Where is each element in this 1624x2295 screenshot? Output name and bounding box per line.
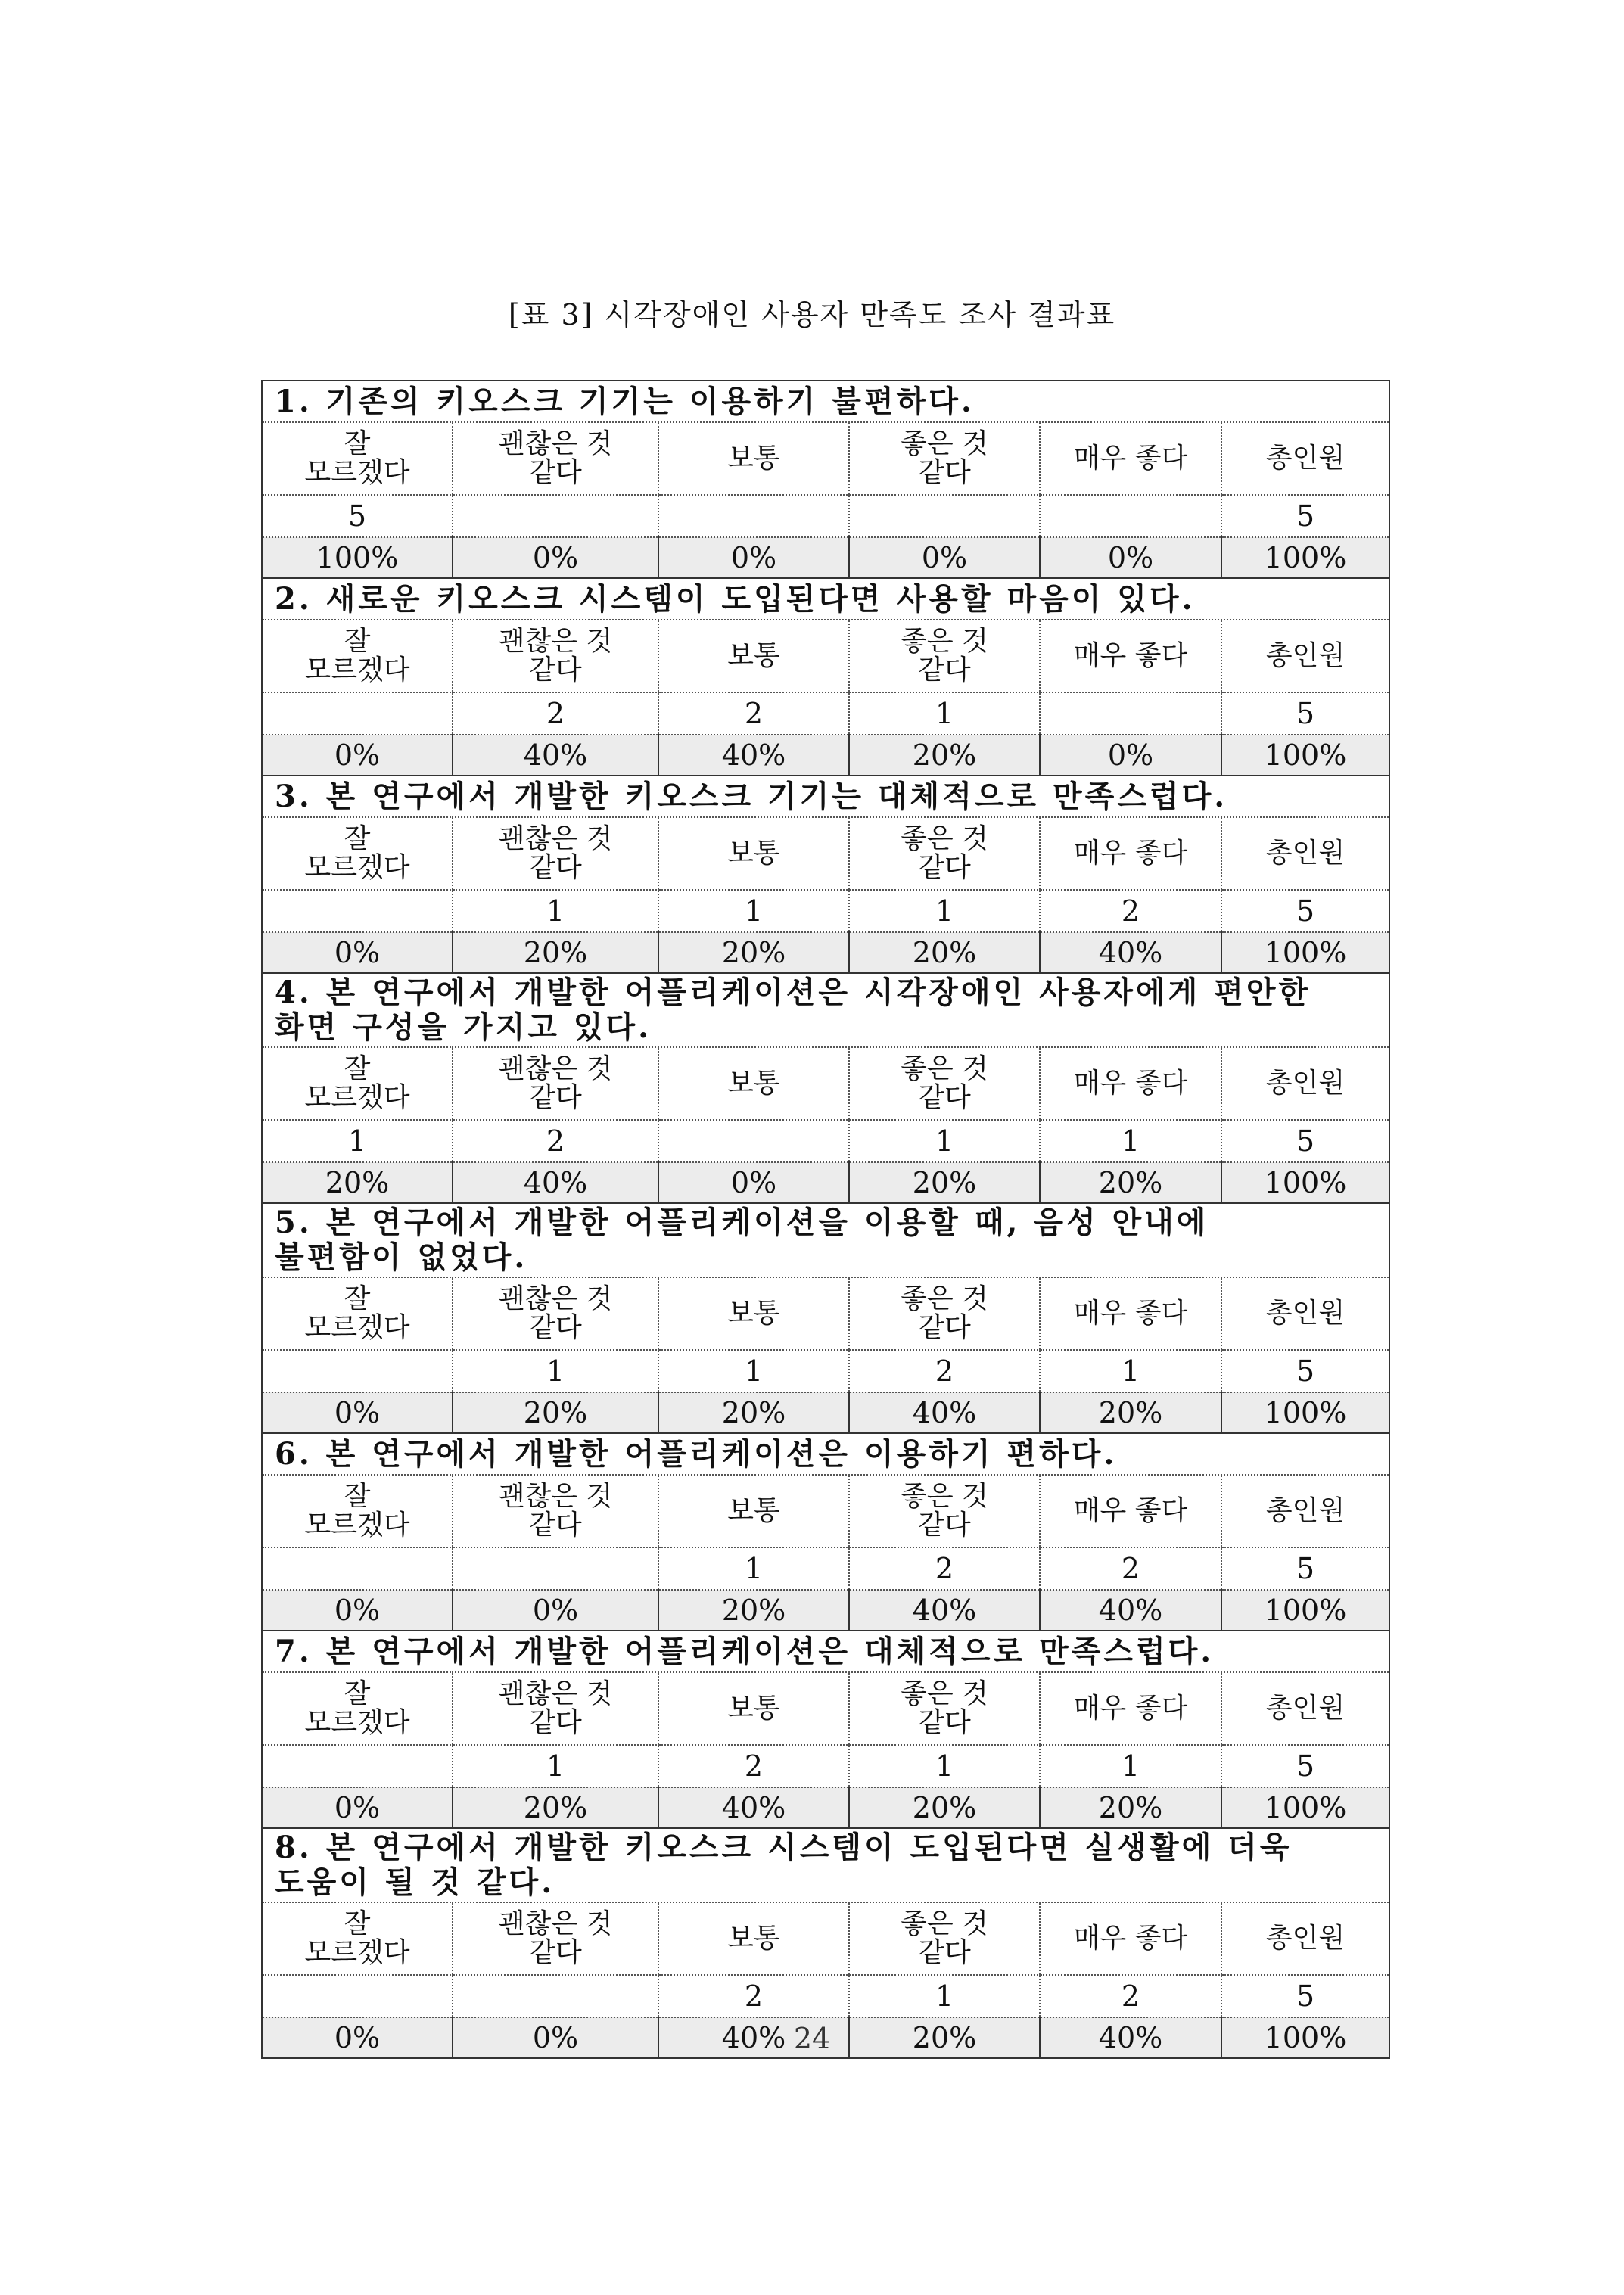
header-row xyxy=(262,1277,1389,1350)
header-cell: 잘 모르겠다 xyxy=(262,1277,453,1350)
count-cell: 1 xyxy=(849,890,1040,932)
count-cell xyxy=(1040,495,1221,537)
question-text: 4. 본 연구에서 개발한 어플리케이션은 시각장애인 사용자에게 편안한 화면 구성을 가지고 있다. xyxy=(262,973,1389,1047)
percent-cell: 20% xyxy=(453,932,658,973)
percent-row xyxy=(262,1392,1389,1433)
percent-cell: 100% xyxy=(262,537,453,578)
header-cell: 좋은 것 같다 xyxy=(849,1902,1040,1975)
percent-cell: 20% xyxy=(849,1162,1040,1203)
count-row xyxy=(262,890,1389,932)
header-cell: 매우 좋다 xyxy=(1040,1672,1221,1745)
header-cell: 총인원 xyxy=(1221,1672,1389,1745)
count-cell: 5 xyxy=(1221,1350,1389,1392)
percent-cell: 40% xyxy=(1040,2017,1221,2058)
percent-cell: 40% xyxy=(1040,932,1221,973)
header-cell: 매우 좋다 xyxy=(1040,422,1221,495)
question-row xyxy=(262,1828,1389,1902)
percent-cell: 20% xyxy=(849,2017,1040,2058)
count-row xyxy=(262,1350,1389,1392)
question-text: 2. 새로운 키오스크 시스템이 도입된다면 사용할 마음이 있다. xyxy=(262,578,1389,620)
page-number: 24 xyxy=(793,2022,831,2055)
percent-cell: 0% xyxy=(262,1787,453,1828)
header-cell: 좋은 것 같다 xyxy=(849,1475,1040,1547)
percent-cell: 0% xyxy=(1040,735,1221,776)
header-cell: 보통 xyxy=(658,1672,849,1745)
count-cell: 2 xyxy=(658,1745,849,1787)
header-cell: 좋은 것 같다 xyxy=(849,817,1040,890)
count-cell: 1 xyxy=(849,1745,1040,1787)
header-cell: 보통 xyxy=(658,422,849,495)
percent-cell: 20% xyxy=(1040,1787,1221,1828)
percent-cell: 0% xyxy=(658,1162,849,1203)
count-cell: 1 xyxy=(1040,1350,1221,1392)
percent-cell: 20% xyxy=(1040,1392,1221,1433)
percent-cell: 40% xyxy=(453,735,658,776)
percent-cell: 0% xyxy=(453,2017,658,2058)
header-row xyxy=(262,817,1389,890)
count-cell xyxy=(658,495,849,537)
header-cell: 매우 좋다 xyxy=(1040,620,1221,692)
table-caption: [표 3] 시각장애인 사용자 만족도 조사 결과표 xyxy=(508,298,1116,331)
header-cell: 괜찮은 것 같다 xyxy=(453,422,658,495)
count-cell: 1 xyxy=(658,1350,849,1392)
header-cell: 매우 좋다 xyxy=(1040,1475,1221,1547)
header-row xyxy=(262,1047,1389,1120)
header-cell: 보통 xyxy=(658,620,849,692)
percent-cell: 0% xyxy=(658,537,849,578)
count-cell: 2 xyxy=(1040,1975,1221,2017)
header-cell: 괜찮은 것 같다 xyxy=(453,1277,658,1350)
header-cell: 괜찮은 것 같다 xyxy=(453,1047,658,1120)
count-cell: 1 xyxy=(453,1350,658,1392)
count-row xyxy=(262,1547,1389,1590)
count-cell: 1 xyxy=(849,692,1040,735)
percent-cell: 0% xyxy=(453,1590,658,1631)
header-cell: 좋은 것 같다 xyxy=(849,1277,1040,1350)
percent-row xyxy=(262,735,1389,776)
count-cell: 1 xyxy=(1040,1120,1221,1162)
header-cell: 괜찮은 것 같다 xyxy=(453,1475,658,1547)
percent-row xyxy=(262,1787,1389,1828)
question-row xyxy=(262,381,1389,422)
question-row xyxy=(262,1203,1389,1277)
count-row xyxy=(262,1975,1389,2017)
header-cell: 좋은 것 같다 xyxy=(849,620,1040,692)
count-cell xyxy=(262,1975,453,2017)
header-cell: 좋은 것 같다 xyxy=(849,422,1040,495)
percent-cell: 20% xyxy=(1040,1162,1221,1203)
header-cell: 총인원 xyxy=(1221,1047,1389,1120)
count-cell: 1 xyxy=(1040,1745,1221,1787)
question-row xyxy=(262,578,1389,620)
header-cell: 좋은 것 같다 xyxy=(849,1047,1040,1120)
percent-cell: 20% xyxy=(453,1392,658,1433)
header-cell: 매우 좋다 xyxy=(1040,817,1221,890)
header-cell: 총인원 xyxy=(1221,1902,1389,1975)
count-cell: 1 xyxy=(849,1975,1040,2017)
count-cell: 2 xyxy=(849,1350,1040,1392)
count-cell: 2 xyxy=(849,1547,1040,1590)
header-cell: 매우 좋다 xyxy=(1040,1047,1221,1120)
percent-cell: 40% xyxy=(849,1392,1040,1433)
percent-cell: 0% xyxy=(262,2017,453,2058)
header-row xyxy=(262,1475,1389,1547)
header-cell: 총인원 xyxy=(1221,422,1389,495)
count-cell xyxy=(453,1975,658,2017)
count-cell: 5 xyxy=(1221,1547,1389,1590)
count-cell xyxy=(849,495,1040,537)
percent-cell: 40% xyxy=(1040,1590,1221,1631)
header-row xyxy=(262,620,1389,692)
count-row xyxy=(262,1745,1389,1787)
header-cell: 잘 모르겠다 xyxy=(262,1047,453,1120)
count-cell xyxy=(262,1547,453,1590)
percent-cell: 20% xyxy=(849,1787,1040,1828)
count-cell: 1 xyxy=(262,1120,453,1162)
count-row xyxy=(262,1120,1389,1162)
header-cell: 보통 xyxy=(658,817,849,890)
percent-cell: 100% xyxy=(1221,1787,1389,1828)
percent-cell: 0% xyxy=(262,735,453,776)
count-cell: 5 xyxy=(1221,692,1389,735)
count-cell xyxy=(262,1350,453,1392)
header-cell: 매우 좋다 xyxy=(1040,1277,1221,1350)
question-text: 3. 본 연구에서 개발한 키오스크 기기는 대체적으로 만족스럽다. xyxy=(262,776,1389,817)
count-cell xyxy=(1040,692,1221,735)
count-cell xyxy=(262,692,453,735)
count-cell: 5 xyxy=(1221,495,1389,537)
count-cell: 1 xyxy=(658,890,849,932)
percent-cell: 0% xyxy=(1040,537,1221,578)
header-cell: 매우 좋다 xyxy=(1040,1902,1221,1975)
header-cell: 좋은 것 같다 xyxy=(849,1672,1040,1745)
question-text: 6. 본 연구에서 개발한 어플리케이션은 이용하기 편하다. xyxy=(262,1433,1389,1475)
count-cell: 1 xyxy=(849,1120,1040,1162)
count-cell: 1 xyxy=(453,890,658,932)
header-cell: 괜찮은 것 같다 xyxy=(453,620,658,692)
header-cell: 괜찮은 것 같다 xyxy=(453,1672,658,1745)
header-cell: 보통 xyxy=(658,1475,849,1547)
count-cell: 1 xyxy=(453,1745,658,1787)
question-text: 1. 기존의 키오스크 기기는 이용하기 불편하다. xyxy=(262,381,1389,422)
count-cell: 5 xyxy=(1221,1120,1389,1162)
percent-cell: 40% xyxy=(453,1162,658,1203)
header-cell: 총인원 xyxy=(1221,1277,1389,1350)
count-cell xyxy=(453,495,658,537)
header-cell: 잘 모르겠다 xyxy=(262,422,453,495)
percent-cell: 40% xyxy=(658,1787,849,1828)
percent-cell: 100% xyxy=(1221,932,1389,973)
question-row xyxy=(262,776,1389,817)
percent-cell: 100% xyxy=(1221,1392,1389,1433)
percent-cell: 40% xyxy=(849,1590,1040,1631)
question-text: 5. 본 연구에서 개발한 어플리케이션을 이용할 때, 음성 안내에 불편함이 없었다. xyxy=(262,1203,1389,1277)
count-cell xyxy=(262,890,453,932)
count-cell: 2 xyxy=(453,1120,658,1162)
count-cell: 2 xyxy=(1040,890,1221,932)
header-row xyxy=(262,1902,1389,1975)
percent-cell: 40% xyxy=(658,2017,849,2058)
count-cell: 5 xyxy=(1221,1975,1389,2017)
header-cell: 잘 모르겠다 xyxy=(262,817,453,890)
question-text: 7. 본 연구에서 개발한 어플리케이션은 대체적으로 만족스럽다. xyxy=(262,1631,1389,1672)
percent-cell: 0% xyxy=(262,932,453,973)
percent-cell: 20% xyxy=(658,932,849,973)
percent-cell: 100% xyxy=(1221,735,1389,776)
percent-cell: 100% xyxy=(1221,537,1389,578)
percent-cell: 100% xyxy=(1221,1590,1389,1631)
count-cell: 1 xyxy=(658,1547,849,1590)
header-row xyxy=(262,1672,1389,1745)
header-cell: 보통 xyxy=(658,1902,849,1975)
count-cell: 5 xyxy=(1221,1745,1389,1787)
percent-cell: 0% xyxy=(262,1590,453,1631)
count-row xyxy=(262,692,1389,735)
satisfaction-survey-table xyxy=(261,380,1390,2059)
percent-cell: 100% xyxy=(1221,1162,1389,1203)
percent-cell: 20% xyxy=(262,1162,453,1203)
count-cell xyxy=(658,1120,849,1162)
header-cell: 괜찮은 것 같다 xyxy=(453,817,658,890)
count-cell: 5 xyxy=(262,495,453,537)
header-cell: 잘 모르겠다 xyxy=(262,1902,453,1975)
header-cell: 총인원 xyxy=(1221,1475,1389,1547)
percent-cell: 40% xyxy=(658,735,849,776)
question-row xyxy=(262,973,1389,1047)
header-cell: 잘 모르겠다 xyxy=(262,620,453,692)
percent-cell: 0% xyxy=(262,1392,453,1433)
percent-cell: 100% xyxy=(1221,2017,1389,2058)
percent-row xyxy=(262,1162,1389,1203)
percent-row xyxy=(262,537,1389,578)
question-row xyxy=(262,1433,1389,1475)
percent-cell: 20% xyxy=(658,1392,849,1433)
header-cell: 보통 xyxy=(658,1047,849,1120)
percent-cell: 20% xyxy=(658,1590,849,1631)
header-cell: 괜찮은 것 같다 xyxy=(453,1902,658,1975)
count-cell: 2 xyxy=(658,1975,849,2017)
percent-cell: 20% xyxy=(849,735,1040,776)
count-cell xyxy=(262,1745,453,1787)
count-row xyxy=(262,495,1389,537)
percent-row xyxy=(262,1590,1389,1631)
header-cell: 잘 모르겠다 xyxy=(262,1475,453,1547)
question-row xyxy=(262,1631,1389,1672)
percent-cell: 0% xyxy=(849,537,1040,578)
percent-cell: 20% xyxy=(453,1787,658,1828)
header-cell: 보통 xyxy=(658,1277,849,1350)
count-cell: 5 xyxy=(1221,890,1389,932)
count-cell: 2 xyxy=(658,692,849,735)
count-cell: 2 xyxy=(453,692,658,735)
count-cell: 2 xyxy=(1040,1547,1221,1590)
header-cell: 잘 모르겠다 xyxy=(262,1672,453,1745)
count-cell xyxy=(453,1547,658,1590)
question-text: 8. 본 연구에서 개발한 키오스크 시스템이 도입된다면 실생활에 더욱 도움이 될 것 같다. xyxy=(262,1828,1389,1902)
header-cell: 총인원 xyxy=(1221,620,1389,692)
header-cell: 총인원 xyxy=(1221,817,1389,890)
percent-row xyxy=(262,932,1389,973)
percent-cell: 0% xyxy=(453,537,658,578)
header-row xyxy=(262,422,1389,495)
percent-cell: 20% xyxy=(849,932,1040,973)
